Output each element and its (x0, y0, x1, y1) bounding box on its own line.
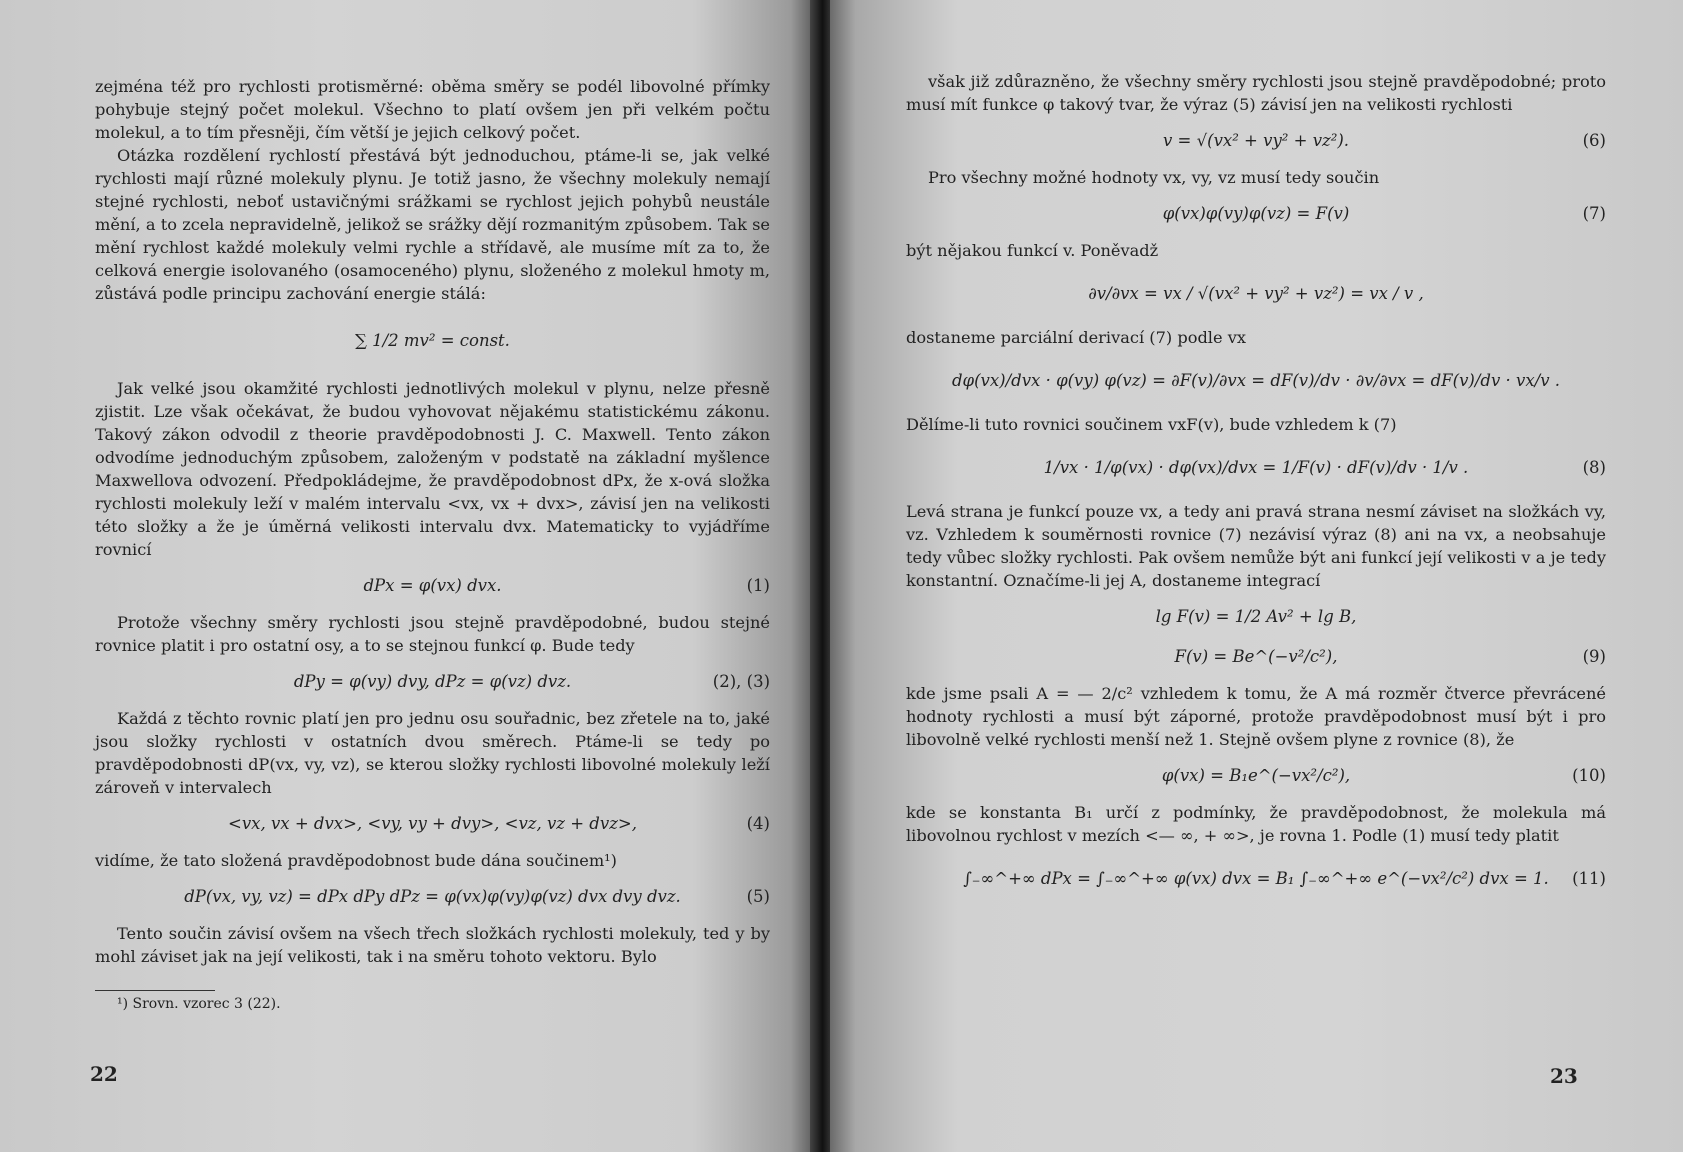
paragraph: však již zdůrazněno, že všechny směry rychlosti jsou stejně pravděpodobné; proto musí mít funkce φ takový tvar, že výraz (5) závisí jen na velikosti rychlosti (906, 72, 1606, 114)
left-text-column (95, 75, 770, 1013)
equation-9b (906, 642, 1606, 672)
equation-number: (1) (746, 576, 770, 595)
equation-10 (906, 761, 1606, 791)
equation-text: φ(vx)φ(vy)φ(vz) = F(v) (1162, 204, 1350, 223)
equation-text: dP(vx, vy, vz) = dPx dPy dPz = φ(vx)φ(vy)φ(vz) dvx dvy dvz. (184, 887, 681, 906)
paragraph: Tento součin závisí ovšem na všech třech složkách rychlosti molekuly, ted y by mohl záviset jak na její velikosti, tak i na směru tohoto vektoru. Bylo (95, 924, 770, 966)
equation-1 (95, 571, 770, 601)
paragraph: Levá strana je funkcí pouze vx, a tedy ani pravá strana nesmí záviset na složkách vy, vz. Vzhledem k souměrnosti rovnice (7) nezávisí výraz (8) ani na vx, a neobsahuje tedy vůbec složky rychlosti. Pak ovšem nemůže být ani funkcí její velikosti v a je tedy konstantní. Označíme-li jej A, dostaneme integrací (906, 502, 1606, 590)
equation-text: φ(vx) = B₁e^(−vx²/c²), (1161, 766, 1351, 785)
paragraph: Dělíme-li tuto rovnici součinem vxF(v), bude vzhledem k (7) (906, 415, 1397, 434)
page-number: 23 (1550, 1064, 1578, 1088)
equation-7 (906, 199, 1606, 229)
equation-number: (11) (1572, 869, 1606, 888)
right-text-column (906, 70, 1606, 911)
paragraph: kde se konstanta B₁ určí z podmínky, že pravděpodobnost, že molekula má libovolnou rychlost v mezích <— ∞, + ∞>, je rovna 1. Podle (1) musí tedy platit (906, 803, 1606, 845)
equation-number: (7) (1582, 204, 1606, 223)
equation-2-3 (95, 667, 770, 697)
equation-text: F(v) = Be^(−v²/c²), (1174, 647, 1338, 666)
paragraph: dostaneme parciální derivací (7) podle vx (906, 328, 1246, 347)
equation-text: ∂v/∂vx = vx / √(vx² + vy² + vz²) = vx / v , (1088, 284, 1424, 303)
footnote-rule (95, 990, 215, 991)
paragraph: zejména též pro rychlosti protisměrné: oběma směry se podél libovolné přímky pohybuje stejný počet molekul. Všechno to platí ovšem jen při velkém počtu molekul, a to tím přesněji, čím větší je jejich celkový počet. (95, 77, 770, 142)
paragraph: kde jsme psali A = — 2/c² vzhledem k tomu, že A má rozměr čtverce převrácené hodnoty rychlosti a musí být záporné, protože pravděpodobnost musí být i pro libovolně velké rychlosti menší než 1. Stejně ovšem plyne z rovnice (8), že (906, 684, 1606, 749)
equation-number: (9) (1582, 647, 1606, 666)
equation-const (95, 315, 770, 367)
equation-number: (4) (746, 814, 770, 833)
equation-number: (5) (746, 887, 770, 906)
paragraph: Jak velké jsou okamžité rychlosti jednotlivých molekul v plynu, nelze přesně zjistit. Lze však očekávat, že budou vyhovovat nějakému statistickému zákonu. Takový zákon odvodil z theorie pravděpodobnosti J. C. Maxwell. Tento zákon odvodíme jednoduchým způsobem, založeným v podstatě na základní myšlence Maxwellova odvození. Předpokládejme, že pravděpodobnost dPx, že x-ová složka rychlosti molekuly leží v malém intervalu <vx, vx + dvx>, závisí jen na velikosti této složky a že je úměrná velikosti intervalu dvx. Matematicky to vyjádříme rovnicí (95, 379, 770, 559)
equation-number: (8) (1582, 458, 1606, 477)
equation-text: 1/vx · 1/φ(vx) · dφ(vx)/dvx = 1/F(v) · dF(v)/dv · 1/v . (1043, 458, 1469, 477)
equation-text: dPx = φ(vx) dvx. (363, 576, 502, 595)
page-number: 22 (90, 1062, 118, 1086)
paragraph: Otázka rozdělení rychlostí přestává být jednoduchou, ptáme-li se, jak velké rychlosti mají různé molekuly plynu. Je totiž jasno, že všechny molekuly nemají stejné rychlosti, neboť ustavičnými srážkami se rychlost jejich pohybů neustále mění, a to zcela nepravidelně, jelikož se srážky dějí rozmanitým způsobem. Tak se mění rychlost každé molekuly velmi rychle a střídavě, ale musíme mít za to, že celková energie isolovaného (osamoceného) plynu, složeného z molekul hmoty m, zůstává podle principu zachování energie stálá: (95, 146, 770, 303)
paragraph: Pro všechny možné hodnoty vx, vy, vz musí tedy součin (928, 168, 1380, 187)
equation-text: ∑ 1/2 mv² = const. (355, 331, 510, 350)
equation-8 (906, 446, 1606, 490)
equation-9a (906, 602, 1606, 632)
equation-5 (95, 882, 770, 912)
equation-text: lg F(v) = 1/2 Av² + lg B, (1155, 607, 1357, 626)
equation-text: dPy = φ(vy) dvy, dPz = φ(vz) dvz. (293, 672, 572, 691)
paragraph: vidíme, že tato složená pravděpodobnost bude dána součinem¹) (95, 851, 617, 870)
equation-text: dφ(vx)/dvx · φ(vy) φ(vz) = ∂F(v)/∂vx = dF(v)/dv · ∂v/∂vx = dF(v)/dv · vx/v . (951, 371, 1561, 390)
equation-text: v = √(vx² + vy² + vz²). (1162, 131, 1350, 150)
equation-6 (906, 126, 1606, 156)
equation-number: (2), (3) (712, 672, 770, 691)
left-page (0, 0, 815, 1152)
equation-text: ∫₋∞^+∞ dPx = ∫₋∞^+∞ φ(vx) dvx = B₁ ∫₋∞^+∞ e^(−vx²/c²) dvx = 1. (963, 869, 1549, 888)
equation-4 (95, 809, 770, 839)
paragraph: Každá z těchto rovnic platí jen pro jednu osu souřadnic, bez zřetele na to, jaké jsou složky rychlosti v ostatních dvou směrech. Ptáme-li se tedy po pravděpodobnosti dP(vx, vy, vz), se kterou složky rychlosti libovolné molekuly leží zároveň v intervalech (95, 709, 770, 797)
equation-number: (10) (1572, 766, 1606, 785)
paragraph: být nějakou funkcí v. Poněvadž (906, 241, 1159, 260)
footnote: ¹) Srovn. vzorec 3 (22). (117, 996, 281, 1012)
equation-11 (906, 857, 1606, 901)
equation-text: <vx, vx + dvx>, <vy, vy + dvy>, <vz, vz + dvz>, (228, 814, 637, 833)
equation-number: (6) (1582, 131, 1606, 150)
equation-partial (906, 359, 1606, 403)
paragraph: Protože všechny směry rychlosti jsou stejně pravděpodobné, budou stejné rovnice platit i pro ostatní osy, a to se stejnou funkcí φ. Bude tedy (95, 613, 770, 655)
right-page (830, 0, 1683, 1152)
equation-dv (906, 272, 1606, 316)
